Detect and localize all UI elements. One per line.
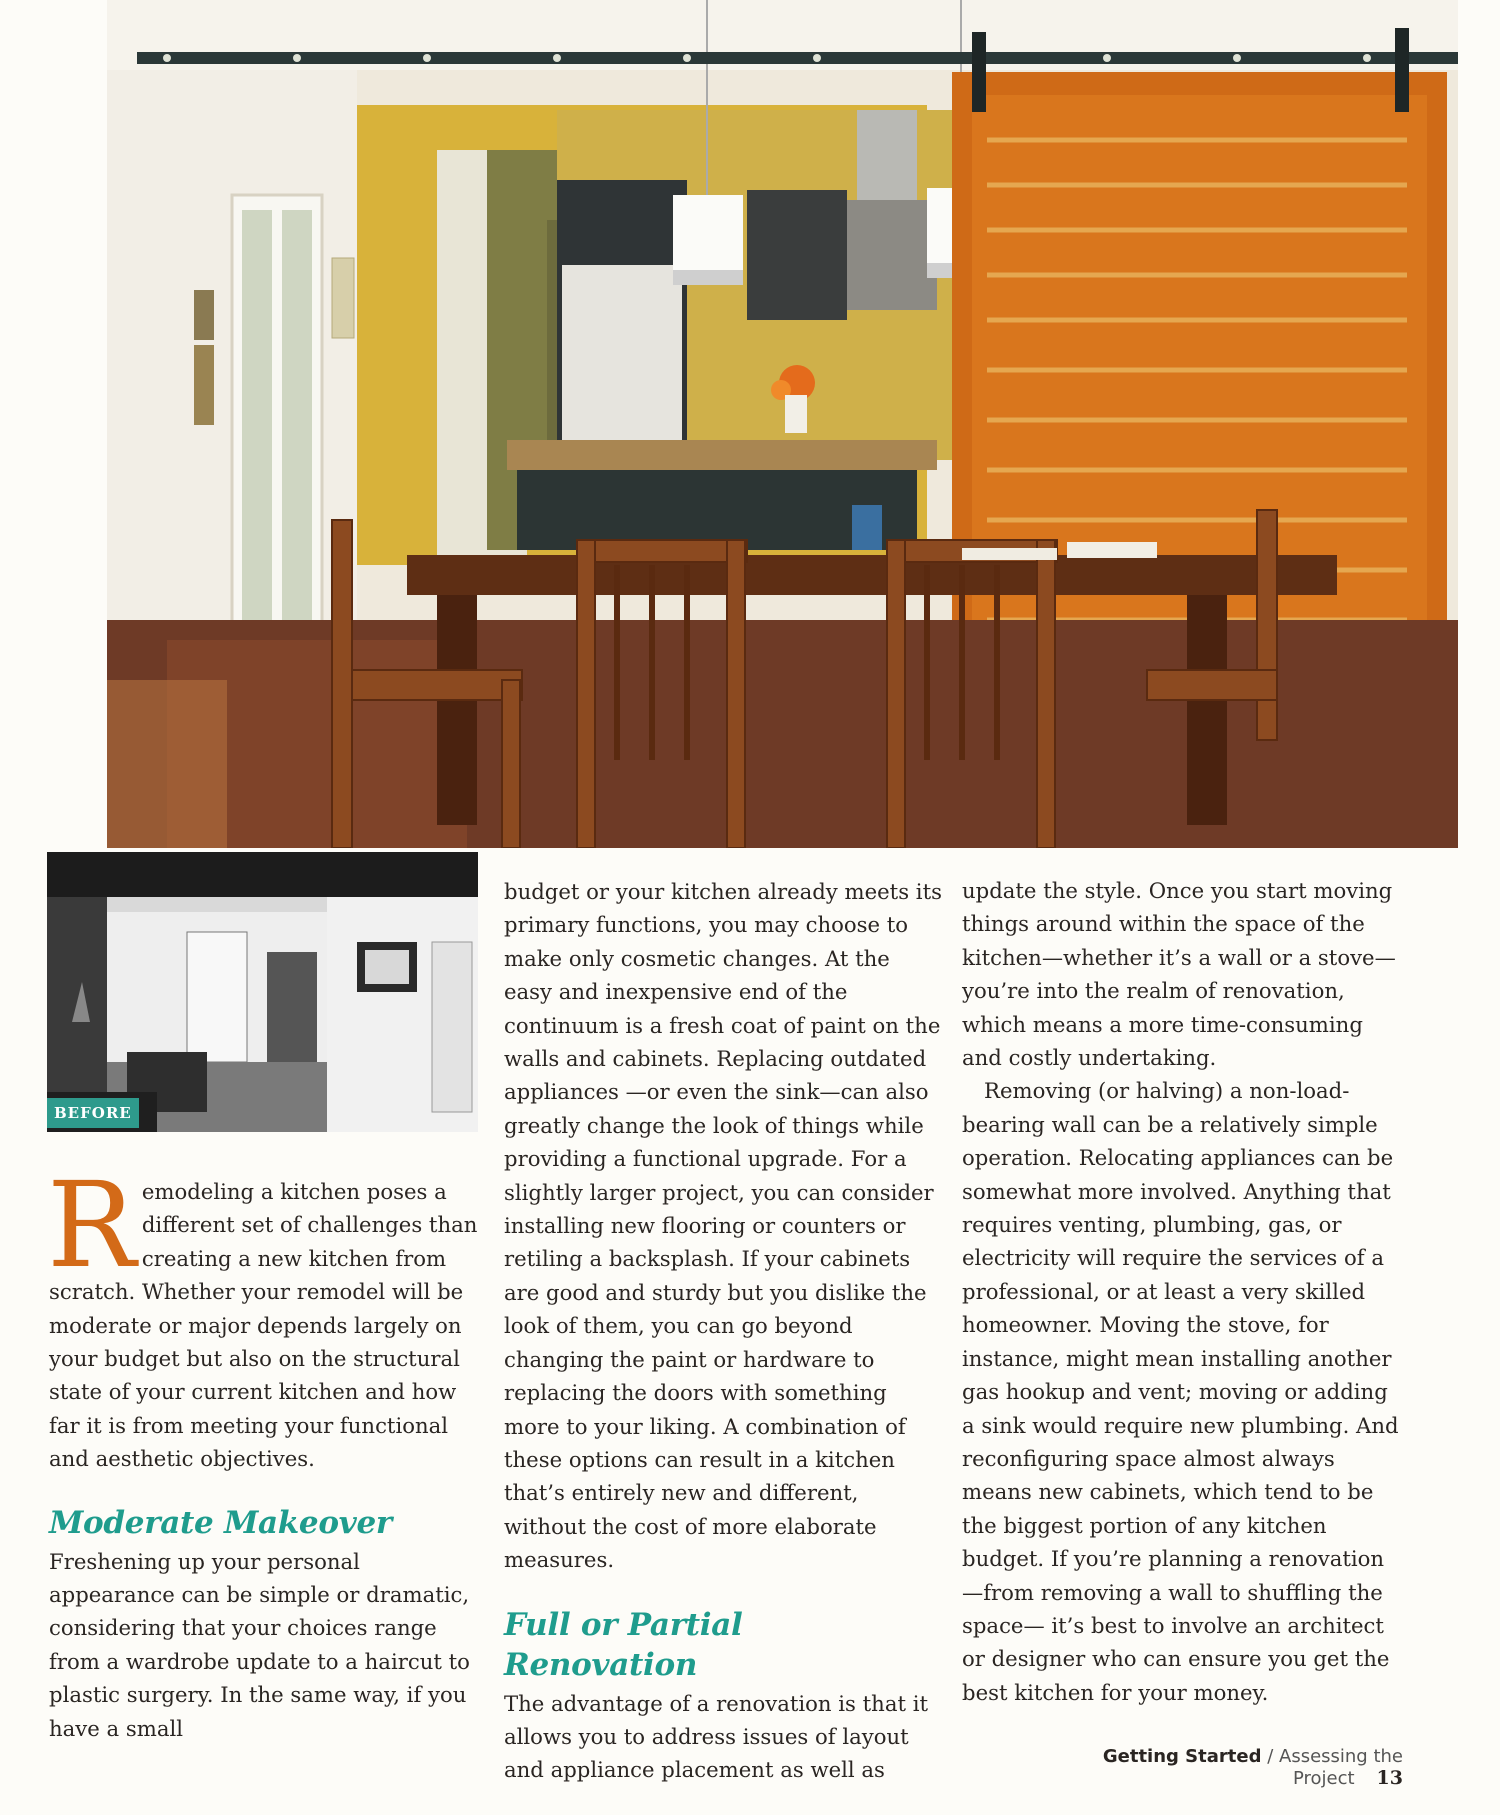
footer-subsection: Assessing the Project [1279, 1746, 1403, 1789]
before-kitchen-photo [47, 852, 478, 1132]
column-1 [47, 1156, 481, 1745]
column-3 [962, 874, 1402, 1709]
renovation-paragraph-cont: update the style. Once you start moving things around within the space of the kitchen—whether it’s a wall or a stove— you’re into the realm of renovation, which means a more time-consuming and costly undertaking. [962, 878, 1396, 1071]
column-2 [504, 875, 944, 1787]
kitchen-dining-photo [107, 0, 1458, 848]
before-badge: BEFORE [47, 1098, 139, 1128]
intro-text: emodeling a kitchen poses a different set of challenges than creating a new kitchen from scratch. Whether your remodel will be moderate or major depends largely on your budget but also on the structural state of your current kitchen and how far it is from meeting your functional and aesthetic objectives. [49, 1179, 478, 1472]
moderate-makeover-heading: Moderate Makeover [49, 1504, 392, 1541]
intro-paragraph [47, 1156, 481, 1476]
moderate-paragraph-start: Freshening up your personal appearance can be simple or dramatic, considering that your choices range from a wardrobe update to a haircut to plastic surgery. In the same way, if you have a small [49, 1548, 470, 1741]
drop-cap: R [47, 1156, 136, 1294]
page-footer [1003, 1746, 1403, 1789]
moderate-paragraph-cont: budget or your kitchen already meets its primary functions, you may choose to make only cosmetic changes. At the easy and inexpensive end of the continuum is a fresh coat of paint on the walls and cabinets. Replacing outdated appliances —or even the sink—can also greatly change the look of things while providing a functional upgrade. For a slightly larger project, you can consider installing new flooring or counters or retiling a backsplash. If your cabinets are good and sturdy but you dislike the look of them, you can go beyond changing the paint or hardware to replacing the doors with something more to your liking. A combination of these options can result in a kitchen that’s entirely new and different, without the cost of more elaborate measures. [504, 879, 942, 1573]
footer-section: Getting Started [1102, 1746, 1262, 1767]
renovation-paragraph-start: The advantage of a renovation is that it allows you to address issues of layout and appliance placement as well as [504, 1690, 928, 1783]
page-number: 13 [1376, 1767, 1403, 1789]
footer-separator: / [1261, 1746, 1279, 1767]
full-partial-renovation-heading: Full or Partial Renovation [504, 1606, 743, 1683]
renovation-paragraph-2: Removing (or halving) a non-loadbearing wall can be a relatively simple operation. Relocating appliances can be somewhat more involved. Anything that requires venting, plumbing, gas, or electricity will require the services of a professional, or at least a very skilled homeowner. Moving the stove, for instance, might mean installing another gas hookup and vent; moving or adding a sink would require new plumbing. And reconfiguring space almost always means new cabinets, which tend to be the biggest portion of any kitchen budget. If you’re planning a renovation—from removing a wall to shuffling the space— it’s best to involve an architect or designer who can ensure you get the best kitchen for your money. [962, 1078, 1399, 1705]
